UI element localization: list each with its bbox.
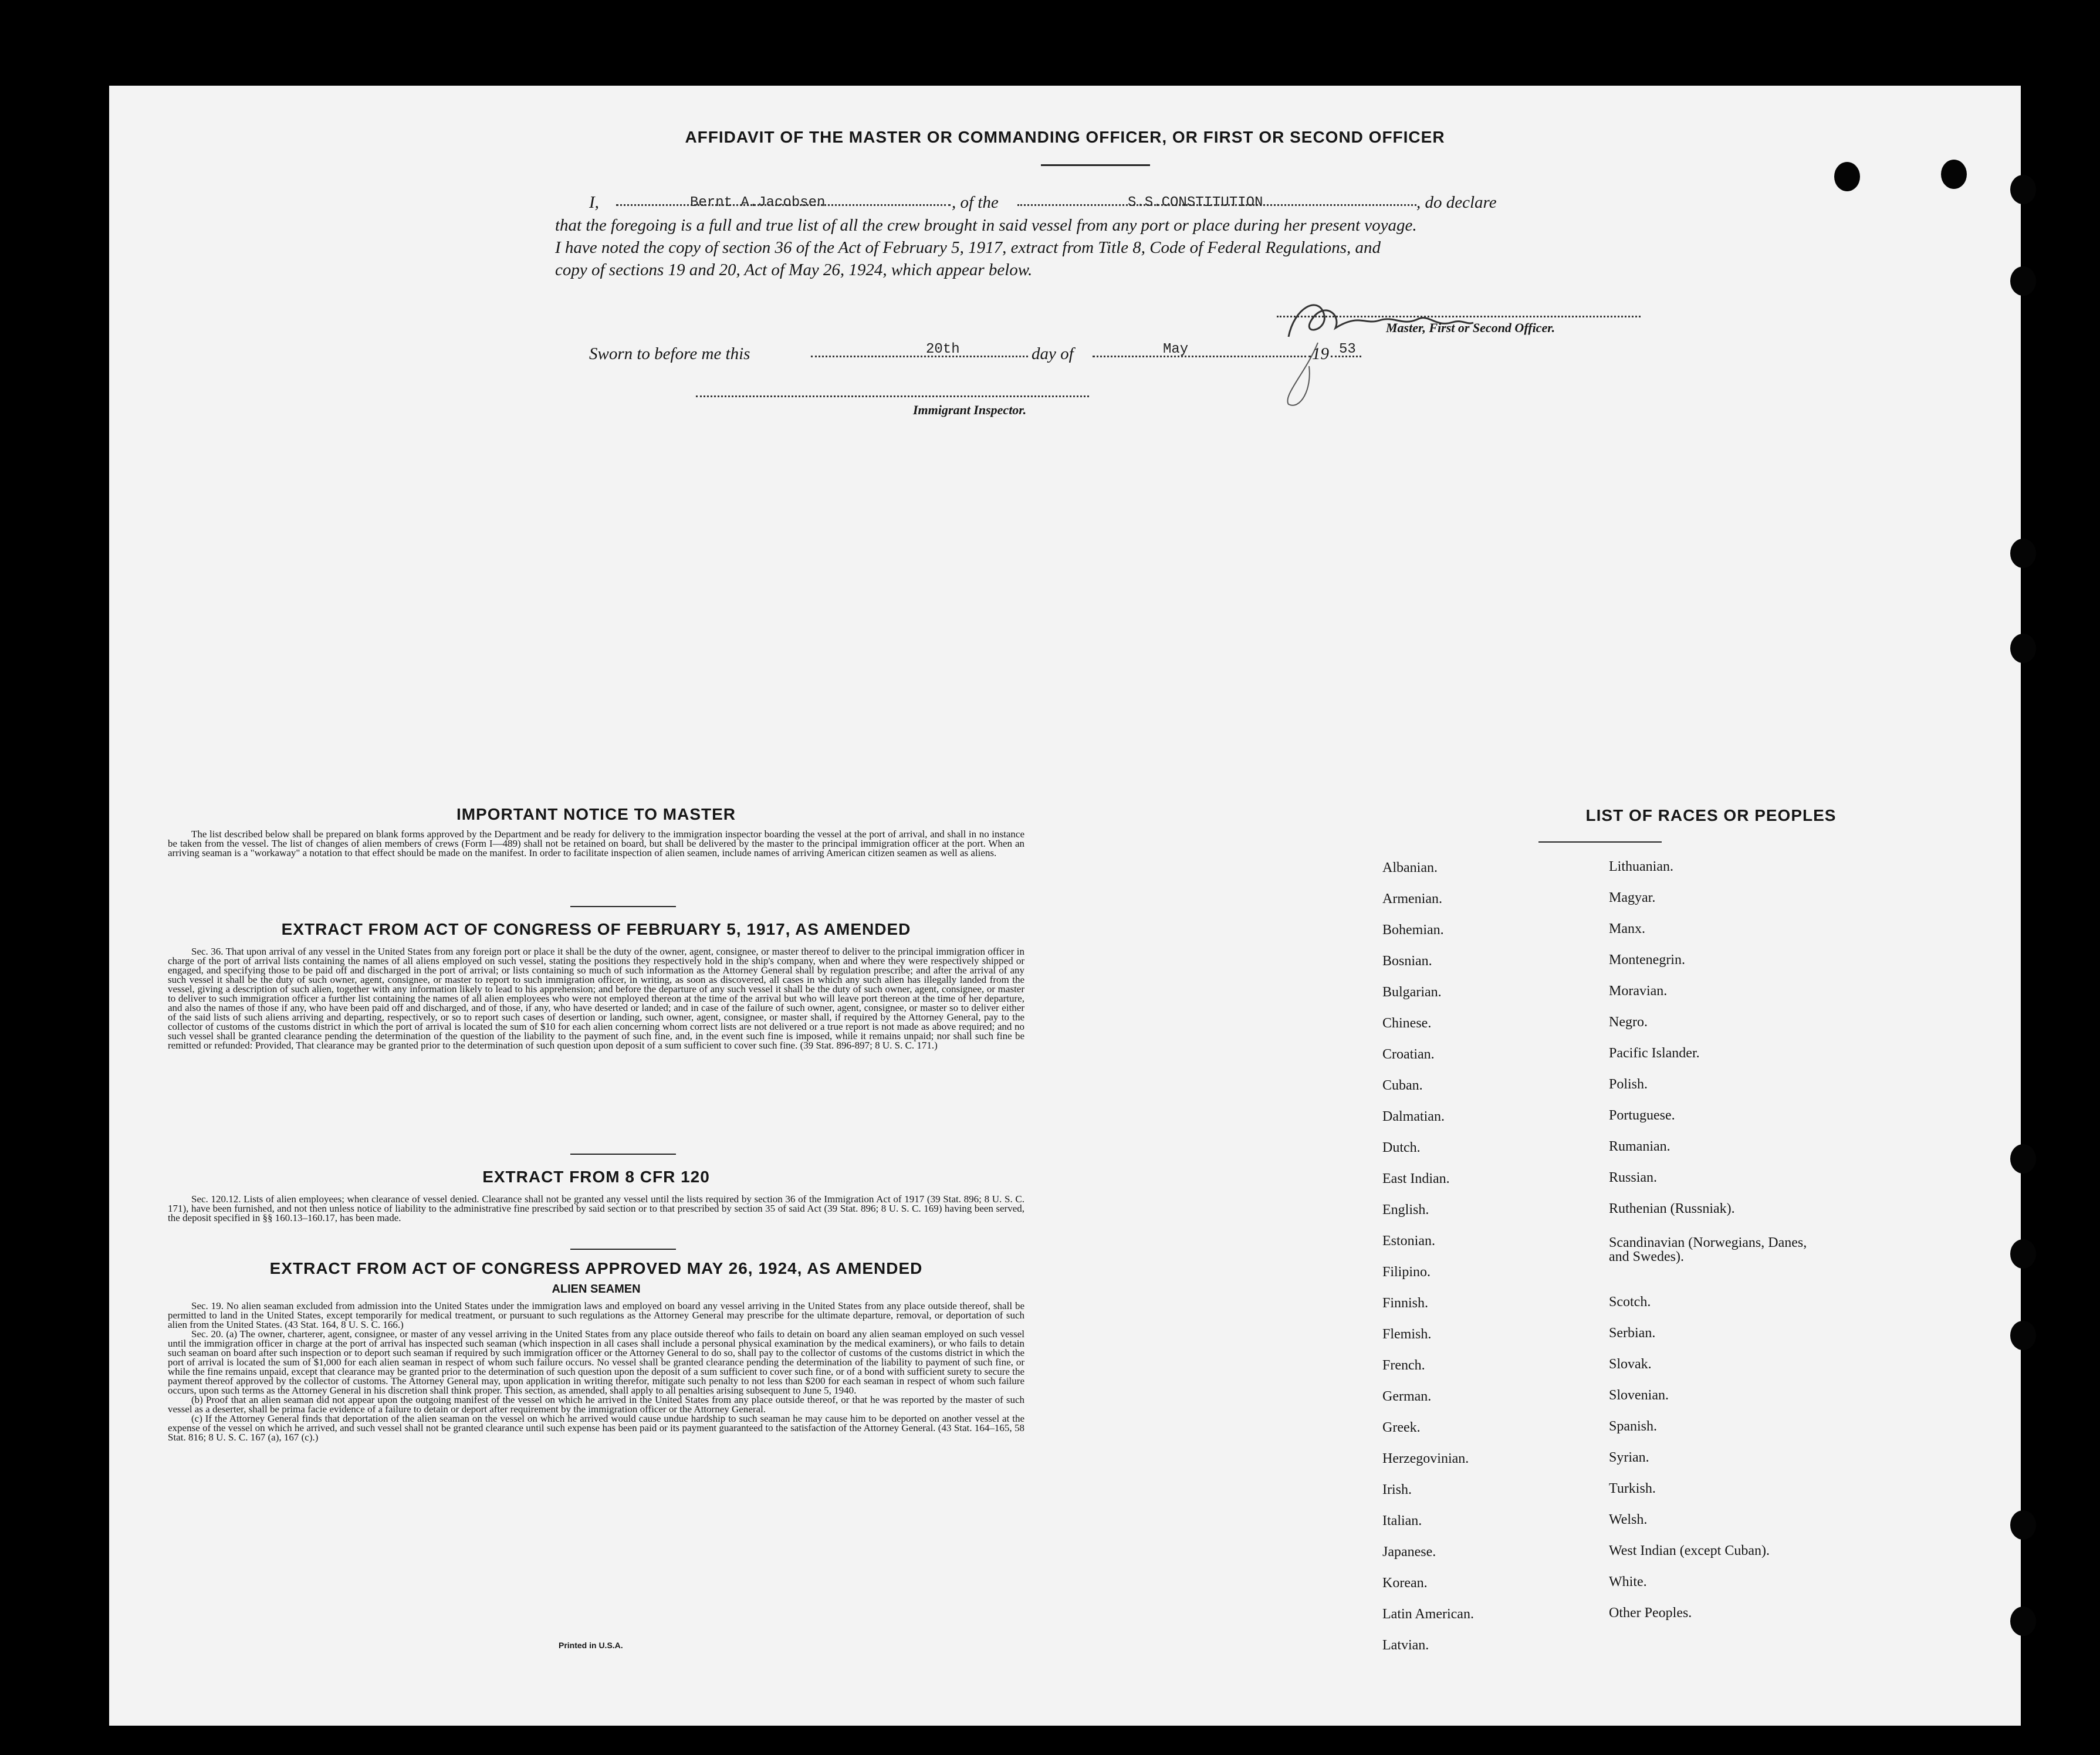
- section-120-12-paragraph: Sec. 120.12. Lists of alien employees; when clearance of vessel denied. Clearance shall not be granted any vessel until the lists required by section 36 of the Immigration Act of 1917 (39 Stat. 896; 8 U. S. C. 171), have been furnished, and not then unless notice of liability to the administrative fine prescribed by said section or to that prescribed by section 35 of said Act (39 Stat. 896; 8 U. S. C. 169) having been served, the deposit specified in §§ 160.13–160.17, has been made.: [168, 1193, 1024, 1223]
- race-item: Spanish.: [1609, 1419, 1658, 1434]
- signature-caption: Master, First or Second Officer.: [1386, 320, 1555, 335]
- printed-in-usa: Printed in U.S.A.: [559, 1641, 623, 1650]
- race-item: Negro.: [1609, 1015, 1648, 1030]
- vessel-name-value: S.S.CONSTITUTION: [1128, 195, 1263, 211]
- notice-paragraph: The list described below shall be prepared on blank forms approved by the Department and be ready for delivery to the immigration inspector boarding the vessel at the port of arrival, and shall in no instance be taken from the vessel. The list of changes of alien members of crews (Form I—489) shall not be retained on board, but shall be delivered by the master to the principal immigration officer at the port. When an arriving seaman is a "workaway" a notation to that effect should be made on the manifest. In order to facilitate inspection of alien seamen, include names of arriving American citizen seamen as well as aliens.: [168, 829, 1024, 858]
- races-title-rule: [1538, 841, 1662, 843]
- race-item: Latvian.: [1382, 1638, 1429, 1653]
- race-item: Slovenian.: [1609, 1388, 1669, 1403]
- race-item: Albanian.: [1382, 860, 1438, 875]
- races-right-column: [1609, 859, 1855, 1636]
- sworn-day-value: 20th: [926, 341, 960, 357]
- race-item: Lithuanian.: [1609, 859, 1673, 874]
- punch-hole: [1834, 162, 1860, 191]
- punch-hole: [2010, 1510, 2036, 1540]
- extract-1917-text: [168, 947, 1024, 1050]
- race-item: Dutch.: [1382, 1140, 1421, 1155]
- race-item: Turkish.: [1609, 1481, 1656, 1496]
- do-declare-label: , do declare: [1416, 193, 1497, 212]
- race-item: English.: [1382, 1202, 1429, 1218]
- race-item: Montenegrin.: [1609, 952, 1685, 968]
- extract-cfr-text: [168, 1195, 1024, 1223]
- race-item: Estonian.: [1382, 1233, 1435, 1249]
- race-item: Polish.: [1609, 1077, 1648, 1092]
- race-item: Herzegovinian.: [1382, 1451, 1469, 1466]
- extract-1924-title: EXTRACT FROM ACT OF CONGRESS APPROVED MAY 26, 1924, AS AMENDED: [269, 1259, 923, 1277]
- section-20c-paragraph: (c) If the Attorney General finds that deportation of the alien seaman on the vessel on which he arrived would cause undue hardship to such seaman he may cause him to be deported on another vessel at the expense of the vessel on which he arrived, and such vessel shall not be granted clearance until such expense has been paid or its payment guaranteed to the satisfaction of the Attorney General. (43 Stat. 164–165, 58 Stat. 816; 8 U. S. C. 167 (a), 167 (c).): [168, 1413, 1024, 1443]
- punch-hole: [1941, 160, 1967, 189]
- section-20a-paragraph: Sec. 20. (a) The owner, charterer, agent, consignee, or master of any vessel arriving in the United States from any place outside thereof who fails to detain on board any alien seaman employed on such vessel until the immigration officer in charge at the port of arrival has inspected such seaman (which inspection in all cases shall include a personal physical examination by the medical examiners), or who fails to detain such seaman on board after such inspection or to deport such seaman if required by such immigration officer or the Attorney General to do so, shall pay to the collector of customs of the customs district in which the port of arrival is located the sum of $1,000 for each alien seaman in respect of whom such failure occurs. No vessel shall be granted clearance pending the determination of the liability to payment of such fine, or while the fine remains unpaid, except that clearance may be granted prior to the determination of such question upon the deposit of a sum sufficient to cover such fine, or of a bond with sufficient surety to secure the payment thereof approved by the collector of customs. The Attorney General may, upon application in writing therefor, mitigate such penalty to not less than $200 for each seaman in respect of whom such failure occurs, upon such terms as the Attorney General in his discretion shall think proper. This section, as amended, shall apply to all penalties arising subsequent to June 5, 1940.: [168, 1328, 1024, 1396]
- notice-title: IMPORTANT NOTICE TO MASTER: [456, 805, 736, 823]
- affidavit-line-3: I have noted the copy of section 36 of the Act of February 5, 1917, extract from Title 8, Code of Federal Regulations, and: [555, 238, 1381, 257]
- race-item: White.: [1609, 1574, 1647, 1590]
- race-item: Russian.: [1609, 1170, 1658, 1185]
- affidavit-title: AFFIDAVIT OF THE MASTER OR COMMANDING OFFICER, OR FIRST OR SECOND OFFICER: [685, 128, 1445, 146]
- sworn-month-value: May: [1163, 341, 1189, 357]
- races-left-column: [1382, 860, 1474, 1669]
- punch-hole: [2010, 1239, 2036, 1269]
- punch-hole: [2010, 175, 2036, 204]
- affidavit-line-2: that the foregoing is a full and true list of all the crew brought in said vessel from any port or place during her present voyage.: [555, 216, 1417, 235]
- year-dotted-line: [1331, 356, 1361, 357]
- line1-prefix: I,: [589, 193, 599, 212]
- sworn-day-dotted-line: [811, 356, 1028, 357]
- of-the-label: , of the: [952, 193, 999, 212]
- master-signature: [1277, 272, 1476, 413]
- inspector-dotted-line: [696, 395, 1089, 397]
- race-item: Dalmatian.: [1382, 1109, 1445, 1124]
- extract-1917-title: EXTRACT FROM ACT OF CONGRESS OF FEBRUARY 5, 1917, AS AMENDED: [281, 920, 911, 938]
- race-item: Ruthenian (Russniak).: [1609, 1201, 1735, 1216]
- sworn-month-dotted-line: [1093, 356, 1311, 357]
- race-item: Manx.: [1609, 921, 1645, 936]
- race-item: Flemish.: [1382, 1327, 1432, 1342]
- race-item: Welsh.: [1609, 1512, 1648, 1527]
- alien-seamen-subtitle: ALIEN SEAMEN: [552, 1283, 641, 1296]
- race-item: West Indian (except Cuban).: [1609, 1543, 1770, 1558]
- race-item: Moravian.: [1609, 983, 1668, 999]
- punch-hole: [2010, 1144, 2036, 1174]
- title-rule: [1041, 164, 1150, 166]
- section-rule: [570, 1154, 676, 1155]
- punch-hole: [2010, 1607, 2036, 1636]
- master-name-value: Bernt A.Jacobsen: [690, 195, 826, 211]
- race-item: Other Peoples.: [1609, 1605, 1692, 1621]
- affidavit-line-4: copy of sections 19 and 20, Act of May 26, 1924, which appear below.: [555, 261, 1033, 279]
- race-item: Rumanian.: [1609, 1139, 1670, 1154]
- race-item: Syrian.: [1609, 1450, 1649, 1465]
- race-item: Serbian.: [1609, 1325, 1656, 1341]
- year-prefix: 19: [1312, 344, 1329, 363]
- race-item: Armenian.: [1382, 891, 1442, 907]
- race-item: Finnish.: [1382, 1296, 1429, 1311]
- section-19-paragraph: Sec. 19. No alien seaman excluded from admission into the United States under the immigration laws and employed on board any vessel arriving in the United States from any place outside thereof, shall be permitted to land in the United States, except temporarily for medical treatment, or pursuant to such regulations as the Attorney General may prescribe for the ultimate departure, removal, or deportation of such alien from the United States. (43 Stat. 164, 8 U. S. C. 166.): [168, 1300, 1024, 1330]
- race-item: Scandinavian (Norwegians, Danes, and Swedes).: [1609, 1235, 1807, 1264]
- sworn-prefix: Sworn to before me this: [589, 344, 750, 363]
- notice-text: [168, 830, 1024, 858]
- year-suffix-value: 53: [1339, 341, 1356, 357]
- race-item: Bohemian.: [1382, 922, 1444, 938]
- document-page: [109, 86, 2021, 1726]
- extract-cfr-title: EXTRACT FROM 8 CFR 120: [482, 1168, 710, 1186]
- race-item: Bulgarian.: [1382, 985, 1442, 1000]
- punch-hole: [2010, 266, 2036, 296]
- section-rule: [570, 906, 676, 907]
- day-of-label: day of: [1032, 344, 1074, 363]
- inspector-caption: Immigrant Inspector.: [913, 403, 1027, 417]
- races-title: LIST OF RACES OR PEOPLES: [1585, 806, 1837, 824]
- section-36-paragraph: Sec. 36. That upon arrival of any vessel in the United States from any foreign port or place it shall be the duty of the owner, agent, consignee, or master thereof to deliver to the principal immigration officer in charge of the port of arrival lists containing the names of all aliens employed on such vessel, stating the positions they respectively hold in the ship's company, when and where they were respectively shipped or engaged, and specifying those to be paid off and discharged in the port of arrival; or lists containing so much of such information as the Attorney General shall by regulation prescribe; and after the arrival of any such vessel it shall be the duty of such owner, agent, consignee, or master to report to such immigration officer, in writing, as soon as discovered, all cases in which any such alien has illegally landed from the vessel, giving a description of such alien, together with any information likely to lead to his apprehension; and before the departure of any such vessel it shall be the duty of such owner, agent, consignee, or master to deliver to such immigration officer a further list containing the names of all alien employees who were not employed thereon at the time of the arrival but who will leave port thereon at the time of her departure, and also the names of those if any, who have been paid off and discharged, and of those, if any, who have deserted or landed; and in case of the failure of such owner, agent, consignee, or master so to deliver either of the said lists of such aliens arriving and departing, respectively, or so to report such cases of desertion or landing, such owner, agent, consignee, or master shall, if required by the Attorney General, pay to the collector of customs of the customs district in which the port of arrival is located the sum of $10 for each alien concerning whom correct lists are not delivered or a true report is not made as above required; and no such vessel shall be granted clearance pending the determination of the question of the liability to the payment of such fine, and, in the event such fine is imposed, while it remains unpaid; nor shall such fine be remitted or refunded: Provided, That clearance may be granted prior to the determination of such question upon deposit of a sum sufficient to cover such fine. (39 Stat. 896-897; 8 U. S. C. 171.): [168, 946, 1024, 1051]
- signature-dotted-line: [1277, 316, 1641, 317]
- race-item: German.: [1382, 1389, 1432, 1404]
- race-item: Greek.: [1382, 1420, 1421, 1435]
- race-item: Chinese.: [1382, 1016, 1432, 1031]
- race-item: Portuguese.: [1609, 1108, 1675, 1123]
- section-rule: [570, 1249, 676, 1250]
- race-item: Croatian.: [1382, 1047, 1435, 1062]
- race-item: French.: [1382, 1358, 1425, 1373]
- race-item: Korean.: [1382, 1575, 1428, 1591]
- punch-hole: [2010, 1321, 2036, 1350]
- punch-hole: [2010, 634, 2036, 663]
- race-item: Irish.: [1382, 1482, 1412, 1497]
- race-item: Pacific Islander.: [1609, 1046, 1700, 1061]
- punch-hole: [2010, 539, 2036, 568]
- section-20b-paragraph: (b) Proof that an alien seaman did not appear upon the outgoing manifest of the vessel on which he arrived in the United States from any place outside thereof, or that he was reported by the master of such vessel as a deserter, shall be prima facie evidence of a failure to detain or deport after requirement by the immigration officer or the Attorney General.: [168, 1394, 1024, 1415]
- race-item: Latin American.: [1382, 1607, 1474, 1622]
- race-item: Bosnian.: [1382, 953, 1432, 969]
- race-item: Japanese.: [1382, 1544, 1436, 1560]
- race-item: Slovak.: [1609, 1357, 1652, 1372]
- race-item: Scotch.: [1609, 1294, 1651, 1310]
- race-item: Filipino.: [1382, 1264, 1431, 1280]
- race-item: Cuban.: [1382, 1078, 1423, 1093]
- race-item: East Indian.: [1382, 1171, 1450, 1186]
- race-item: Magyar.: [1609, 890, 1656, 905]
- race-item: Italian.: [1382, 1513, 1422, 1529]
- extract-1924-text: [168, 1301, 1024, 1442]
